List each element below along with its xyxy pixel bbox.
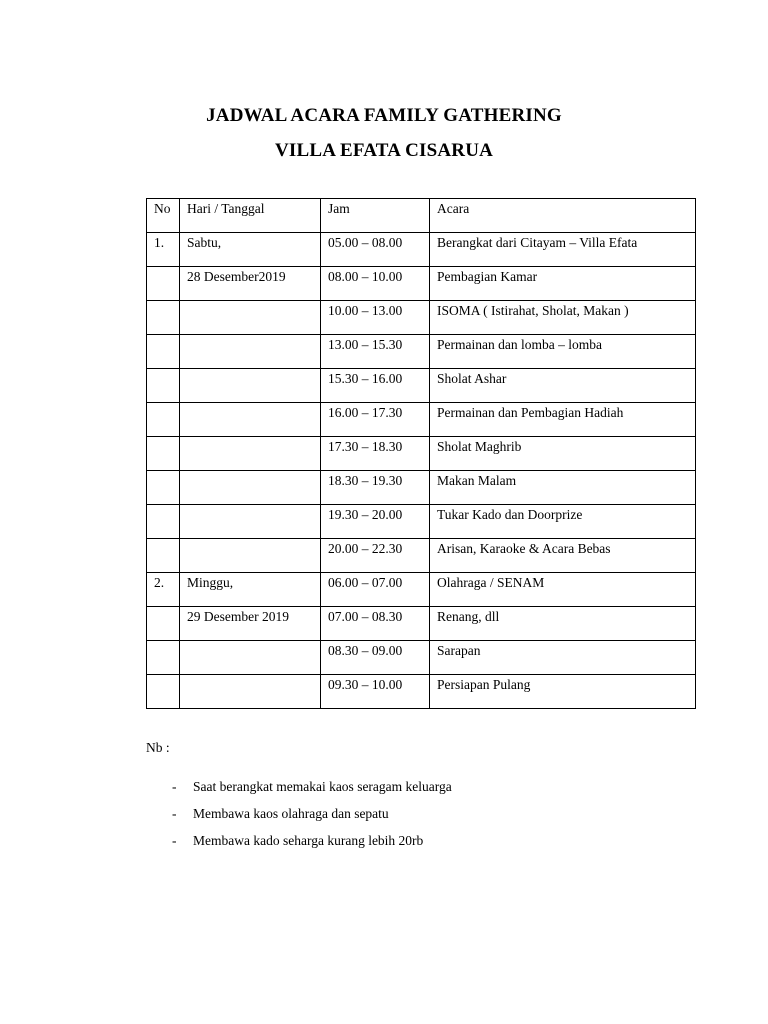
cell-day xyxy=(180,607,321,641)
cell-day xyxy=(180,267,321,301)
cell-event: Permainan dan lomba – lomba xyxy=(430,335,696,369)
table-row xyxy=(147,437,696,471)
cell-time: 16.00 – 17.30 xyxy=(321,403,430,437)
cell-event: ISOMA ( Istirahat, Sholat, Makan ) xyxy=(430,301,696,335)
cell-no xyxy=(147,539,180,573)
note-item xyxy=(146,806,389,833)
cell-time: 19.30 – 20.00 xyxy=(321,505,430,539)
cell-time: 07.00 – 08.30 xyxy=(321,607,430,641)
cell-no xyxy=(147,471,180,505)
day-date: 28 Desember2019 xyxy=(187,269,286,284)
cell-day xyxy=(180,573,321,607)
cell-no xyxy=(147,607,180,641)
cell-time: 20.00 – 22.30 xyxy=(321,539,430,573)
cell-event: Renang, dll xyxy=(430,607,696,641)
table-row xyxy=(147,471,696,505)
notes-section xyxy=(146,740,452,860)
cell-no xyxy=(147,437,180,471)
cell-no xyxy=(147,301,180,335)
note-item xyxy=(146,779,452,806)
cell-time: 08.00 – 10.00 xyxy=(321,267,430,301)
day-name: Sabtu, xyxy=(187,235,222,250)
note-item xyxy=(146,833,424,860)
header-event: Acara xyxy=(430,199,696,233)
cell-time: 10.00 – 13.00 xyxy=(321,301,430,335)
table-row xyxy=(147,573,696,607)
cell-no xyxy=(147,335,180,369)
cell-time: 15.30 – 16.00 xyxy=(321,369,430,403)
table-row xyxy=(147,505,696,539)
note-bullet: - xyxy=(172,833,177,848)
note-bullet: - xyxy=(172,806,177,821)
cell-no xyxy=(147,369,180,403)
cell-day xyxy=(180,675,321,709)
cell-no xyxy=(147,403,180,437)
cell-event: Pembagian Kamar xyxy=(430,267,696,301)
schedule-table xyxy=(146,198,696,709)
table-row xyxy=(147,675,696,709)
cell-day xyxy=(180,471,321,505)
page-subtitle: VILLA EFATA CISARUA xyxy=(274,140,494,161)
cell-event: Makan Malam xyxy=(430,471,696,505)
cell-event: Olahraga / SENAM xyxy=(430,573,696,607)
table-row xyxy=(147,369,696,403)
cell-day xyxy=(180,335,321,369)
cell-event: Berangkat dari Citayam – Villa Efata xyxy=(430,233,696,267)
cell-event: Sholat Ashar xyxy=(430,369,696,403)
cell-event: Sarapan xyxy=(430,641,696,675)
table-row xyxy=(147,403,696,437)
cell-event: Tukar Kado dan Doorprize xyxy=(430,505,696,539)
cell-event: Persiapan Pulang xyxy=(430,675,696,709)
cell-day xyxy=(180,403,321,437)
cell-event: Permainan dan Pembagian Hadiah xyxy=(430,403,696,437)
notes-label: Nb : xyxy=(146,740,170,755)
table-header-row xyxy=(147,199,696,233)
cell-day xyxy=(180,369,321,403)
cell-no xyxy=(147,675,180,709)
table-row xyxy=(147,267,696,301)
cell-day xyxy=(180,505,321,539)
cell-no xyxy=(147,267,180,301)
cell-event: Arisan, Karaoke & Acara Bebas xyxy=(430,539,696,573)
cell-time: 17.30 – 18.30 xyxy=(321,437,430,471)
cell-time: 09.30 – 10.00 xyxy=(321,675,430,709)
cell-day xyxy=(180,641,321,675)
table-row xyxy=(147,335,696,369)
note-text: Saat berangkat memakai kaos seragam keluarga xyxy=(193,779,452,794)
header-no: No xyxy=(147,199,180,233)
day-name: Minggu, xyxy=(187,575,234,590)
note-text: Membawa kaos olahraga dan sepatu xyxy=(193,806,389,821)
cell-day xyxy=(180,539,321,573)
cell-no xyxy=(147,641,180,675)
cell-day xyxy=(180,233,321,267)
table-row xyxy=(147,233,696,267)
cell-time: 05.00 – 08.00 xyxy=(321,233,430,267)
cell-no: 1. xyxy=(147,233,180,267)
cell-time: 08.30 – 09.00 xyxy=(321,641,430,675)
cell-no xyxy=(147,505,180,539)
cell-time: 13.00 – 15.30 xyxy=(321,335,430,369)
cell-event: Sholat Maghrib xyxy=(430,437,696,471)
cell-day xyxy=(180,301,321,335)
cell-day xyxy=(180,437,321,471)
table-row xyxy=(147,301,696,335)
header-day: Hari / Tanggal xyxy=(180,199,321,233)
page-title: JADWAL ACARA FAMILY GATHERING xyxy=(206,105,562,126)
note-text: Membawa kado seharga kurang lebih 20rb xyxy=(193,833,424,848)
day-date: 29 Desember 2019 xyxy=(187,609,289,624)
cell-time: 18.30 – 19.30 xyxy=(321,471,430,505)
cell-time: 06.00 – 07.00 xyxy=(321,573,430,607)
table-row xyxy=(147,607,696,641)
header-time: Jam xyxy=(321,199,430,233)
note-bullet: - xyxy=(172,779,177,794)
table-row xyxy=(147,539,696,573)
notes-list xyxy=(146,779,452,860)
table-row xyxy=(147,641,696,675)
cell-no: 2. xyxy=(147,573,180,607)
